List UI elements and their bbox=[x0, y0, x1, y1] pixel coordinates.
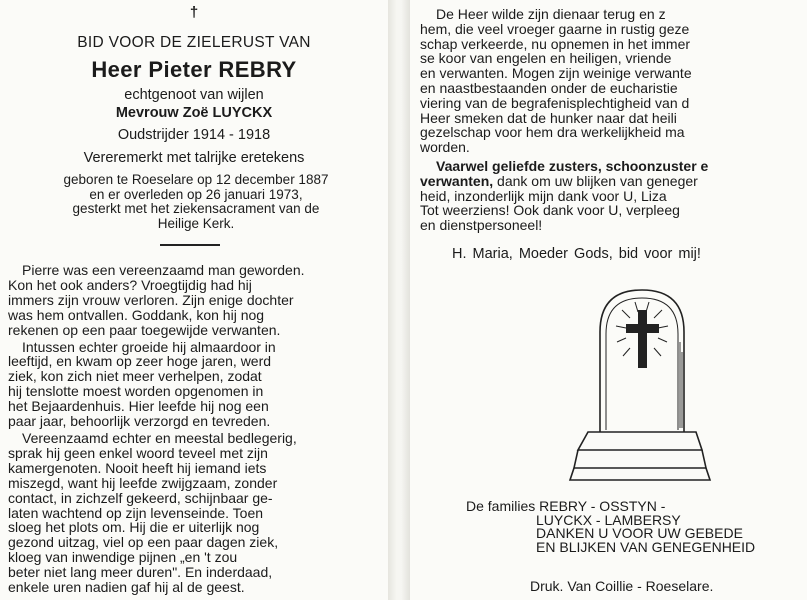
bio-paragraph-1: Pierre was een vereenzaamd man geworden. Kon het ook anders? Vroegtijdig had hij immers zijn vrouw verloren. Zijn enige dochter was hem ontvallen. Goddank, kon hij nog rekenen op een paar toegewijde verwanten. bbox=[8, 262, 305, 338]
farewell-rest: dank om uw blijken van geneger heid, inzonderlijk mijn dank voor U, Liza Tot weerziens! Ook dank voor U, verpleeg en dienstpersoneel! bbox=[420, 172, 698, 234]
deceased-name: Heer Pieter REBRY bbox=[91, 57, 297, 82]
bio-paragraph-3: Vereenzaamd echter en meestal bedlegerig, sprak hij geen enkel woord teveel met zijn kamergenoten. Nooit heeft hij iemand iets miszegd, want hij leefde zwijgzaam, zonder contact, in zichzelf gekeerd, schijnbaar ge- laten wachtend op zijn levenseinde. Toen sloeg het plots om. Hij die er uiterlijk nog gezond uitzag, viel op een paar dagen ziek, kloeg van inwendige pijnen „en 't zou beter niet lang meer duren". En inderdaad, enkele uren nadien gaf hij al de geest. bbox=[8, 429, 297, 596]
spouse-name: Mevrouw Zoë LUYCKX bbox=[115, 105, 273, 121]
biography bbox=[8, 263, 372, 597]
bio-paragraph-2: Intussen echter groeide hij almaardoor in leeftijd, en kwam op zeer hoge jaren, werd ziek, kon zich niet meer verhelpen, zodat hij tenslotte moest worden opgenomen in het Bejaardenhuis. Hier leefde hij nog een paar jaar, behoorlijk verzorgd en tevreden. bbox=[8, 338, 276, 430]
card-fold bbox=[388, 0, 410, 600]
honors-line: Vereremerkt met talrijke eretekens bbox=[83, 150, 305, 166]
divider bbox=[160, 244, 220, 246]
cross-icon bbox=[626, 310, 659, 368]
family-thanks: De families REBRY - OSSTYN - LUYCKX - LAMBERSY DANKEN U VOOR UW GEBEDE EN BLIJKEN VAN GENEGENHEID bbox=[466, 498, 756, 555]
cross-symbol: † bbox=[189, 4, 199, 21]
veteran-line: Oudstrijder 1914 - 1918 bbox=[117, 127, 271, 143]
spouse-intro: echtgenoot van wijlen bbox=[124, 87, 264, 103]
right-page bbox=[410, 0, 807, 600]
closing-text bbox=[420, 7, 807, 237]
left-page bbox=[0, 0, 388, 600]
farewell-bold: Vaarwel geliefde zusters, schoonzuster e verwanten, bbox=[420, 157, 709, 189]
marian-prayer: H. Maria, Moeder Gods, bid voor mij! bbox=[452, 246, 701, 262]
closing-paragraph-1: De Heer wilde zijn dienaar terug en z hem, die veel vroeger gaarne in rustig geze schap verkeerde, nu opnemen in het immer se koor van engelen en heiligen, vriende en verwanten. Mogen zijn weinige verwante en naastbestaanden onder de eucharistie viering van de begrafenisplechtigheid van d Heer smeken dat de hunker naar dat heili gezelschap voor hem dra werkelijkheid ma worden. bbox=[420, 6, 692, 156]
closing-paragraph-2 bbox=[420, 159, 807, 233]
printer-credit: Druk. Van Coillie - Roeselare. bbox=[530, 578, 714, 594]
prayer-heading: BID VOOR DE ZIELERUST VAN bbox=[77, 34, 311, 51]
gravestone-illustration bbox=[560, 282, 720, 487]
birth-death-text: geboren te Roeselare op 12 december 1887 en er overleden op 26 januari 1973, gesterkt met het ziekensacrament van de Heilige Kerk. bbox=[63, 172, 329, 231]
